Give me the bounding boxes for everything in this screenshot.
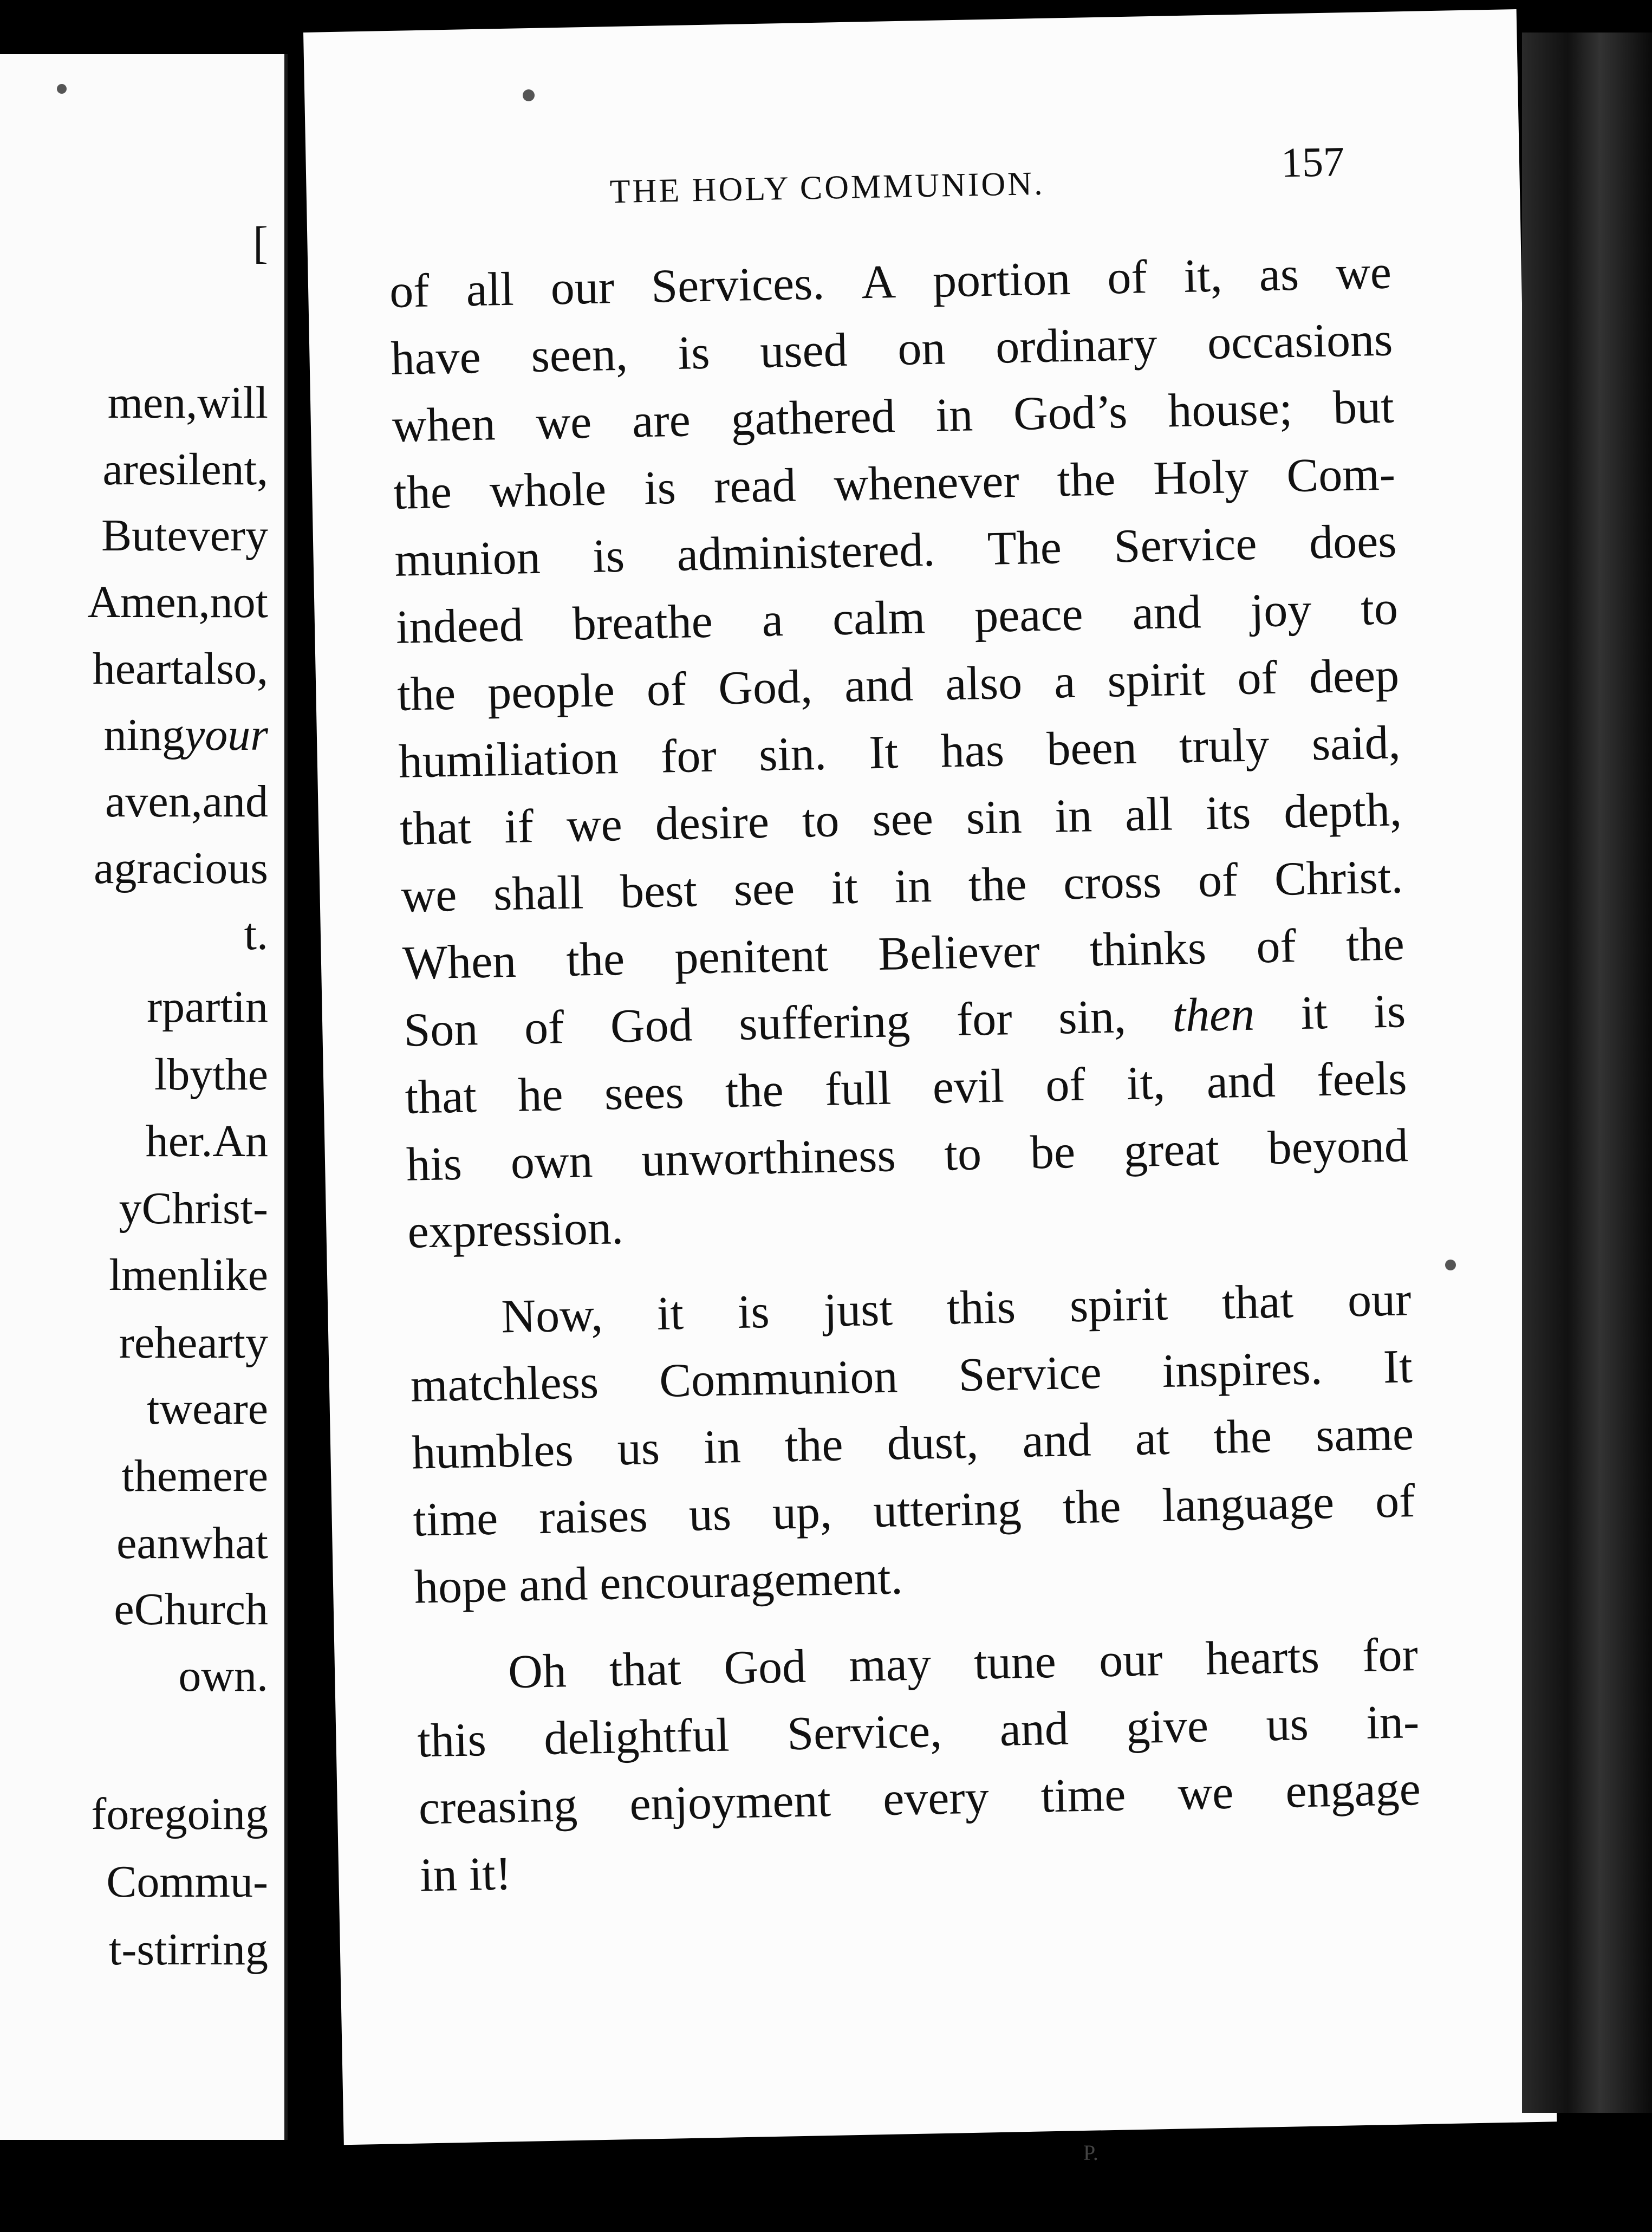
text-line: the people of God, and also a spirit of deep [396, 649, 1400, 721]
left-line: a gracious [94, 843, 268, 893]
dust-speck [57, 84, 67, 94]
text-line: that he sees the full evil of it, and feels [404, 1052, 1408, 1124]
text-line: his own unworthiness to be great beyond [406, 1119, 1409, 1191]
text-line: that if we desire to see sin in all its depth, [399, 783, 1402, 855]
left-line: t we are [147, 1384, 268, 1434]
page-number: 157 [1280, 138, 1345, 186]
text-line: indeed breathe a calm peace and joy to [395, 582, 1399, 654]
left-line: her. An [145, 1116, 268, 1166]
left-line: Amen, not [87, 577, 268, 627]
left-line: re hearty [119, 1318, 268, 1368]
left-line: y Christ- [119, 1183, 268, 1234]
text-line: of all our Services. A portion of it, as we [389, 246, 1392, 319]
left-line: foregoing [91, 1789, 268, 1839]
body-text [389, 239, 1422, 1910]
page-edge [1522, 33, 1652, 2113]
left-line: the mere [121, 1451, 268, 1501]
text-line: matchless Communion Service inspires. It [410, 1340, 1413, 1412]
right-page [303, 9, 1557, 2145]
left-line: men, will [107, 378, 268, 428]
footer-mark: P. [1083, 2140, 1098, 2165]
left-line: t-stirring [109, 1924, 268, 1975]
text-line: creasing enjoyment every time we engage [418, 1763, 1421, 1835]
left-line: ean what [116, 1518, 268, 1568]
text-line: When the penitent Believer thinks of the [402, 918, 1405, 990]
left-line: r part in [147, 982, 268, 1032]
dust-speck [1445, 1260, 1456, 1270]
text-line: Now, it is just this spirit that our [500, 1273, 1412, 1344]
text-line: Oh that God may tune our hearts for [508, 1628, 1419, 1699]
text-line: time raises us up, uttering the language of [412, 1475, 1416, 1547]
left-line: t. [244, 909, 268, 959]
text-line: Son of God suffering for sin, then it is [403, 985, 1406, 1057]
text-line: the whole is read whenever the Holy Com- [393, 447, 1396, 520]
text-line: this delightful Service, and give us in- [417, 1696, 1420, 1768]
left-line: aven, and [105, 776, 268, 827]
left-line: l by the [154, 1049, 268, 1100]
text-line: in it! [419, 1847, 512, 1902]
text-line: humbles us in the dust, and at the same [411, 1407, 1414, 1480]
left-page [0, 54, 288, 2140]
dust-speck [523, 89, 535, 101]
left-line: lmen like [109, 1250, 268, 1300]
text-line: we shall best see it in the cross of Christ. [400, 851, 1404, 923]
text-line: expression. [407, 1202, 624, 1258]
left-line: own. [178, 1651, 268, 1701]
text-line: when we are gathered in God’s house; but [392, 380, 1395, 452]
text-line: hope and encouragement. [414, 1552, 903, 1614]
left-line: heart also, [92, 644, 268, 694]
left-line: Commu- [106, 1857, 268, 1907]
text-line: munion is administered. The Service does [394, 515, 1397, 587]
left-line: ning your [103, 710, 268, 760]
text-line: humiliation for sin. It has been truly said, [398, 716, 1401, 788]
left-line: But every [101, 510, 268, 561]
text-line: have seen, is used on ordinary occasions [390, 313, 1394, 385]
left-line: e Church [114, 1584, 268, 1634]
left-line: [ [253, 218, 268, 268]
running-head: THE HOLY COMMUNION. [609, 165, 1045, 211]
left-line: are silent, [102, 444, 268, 495]
